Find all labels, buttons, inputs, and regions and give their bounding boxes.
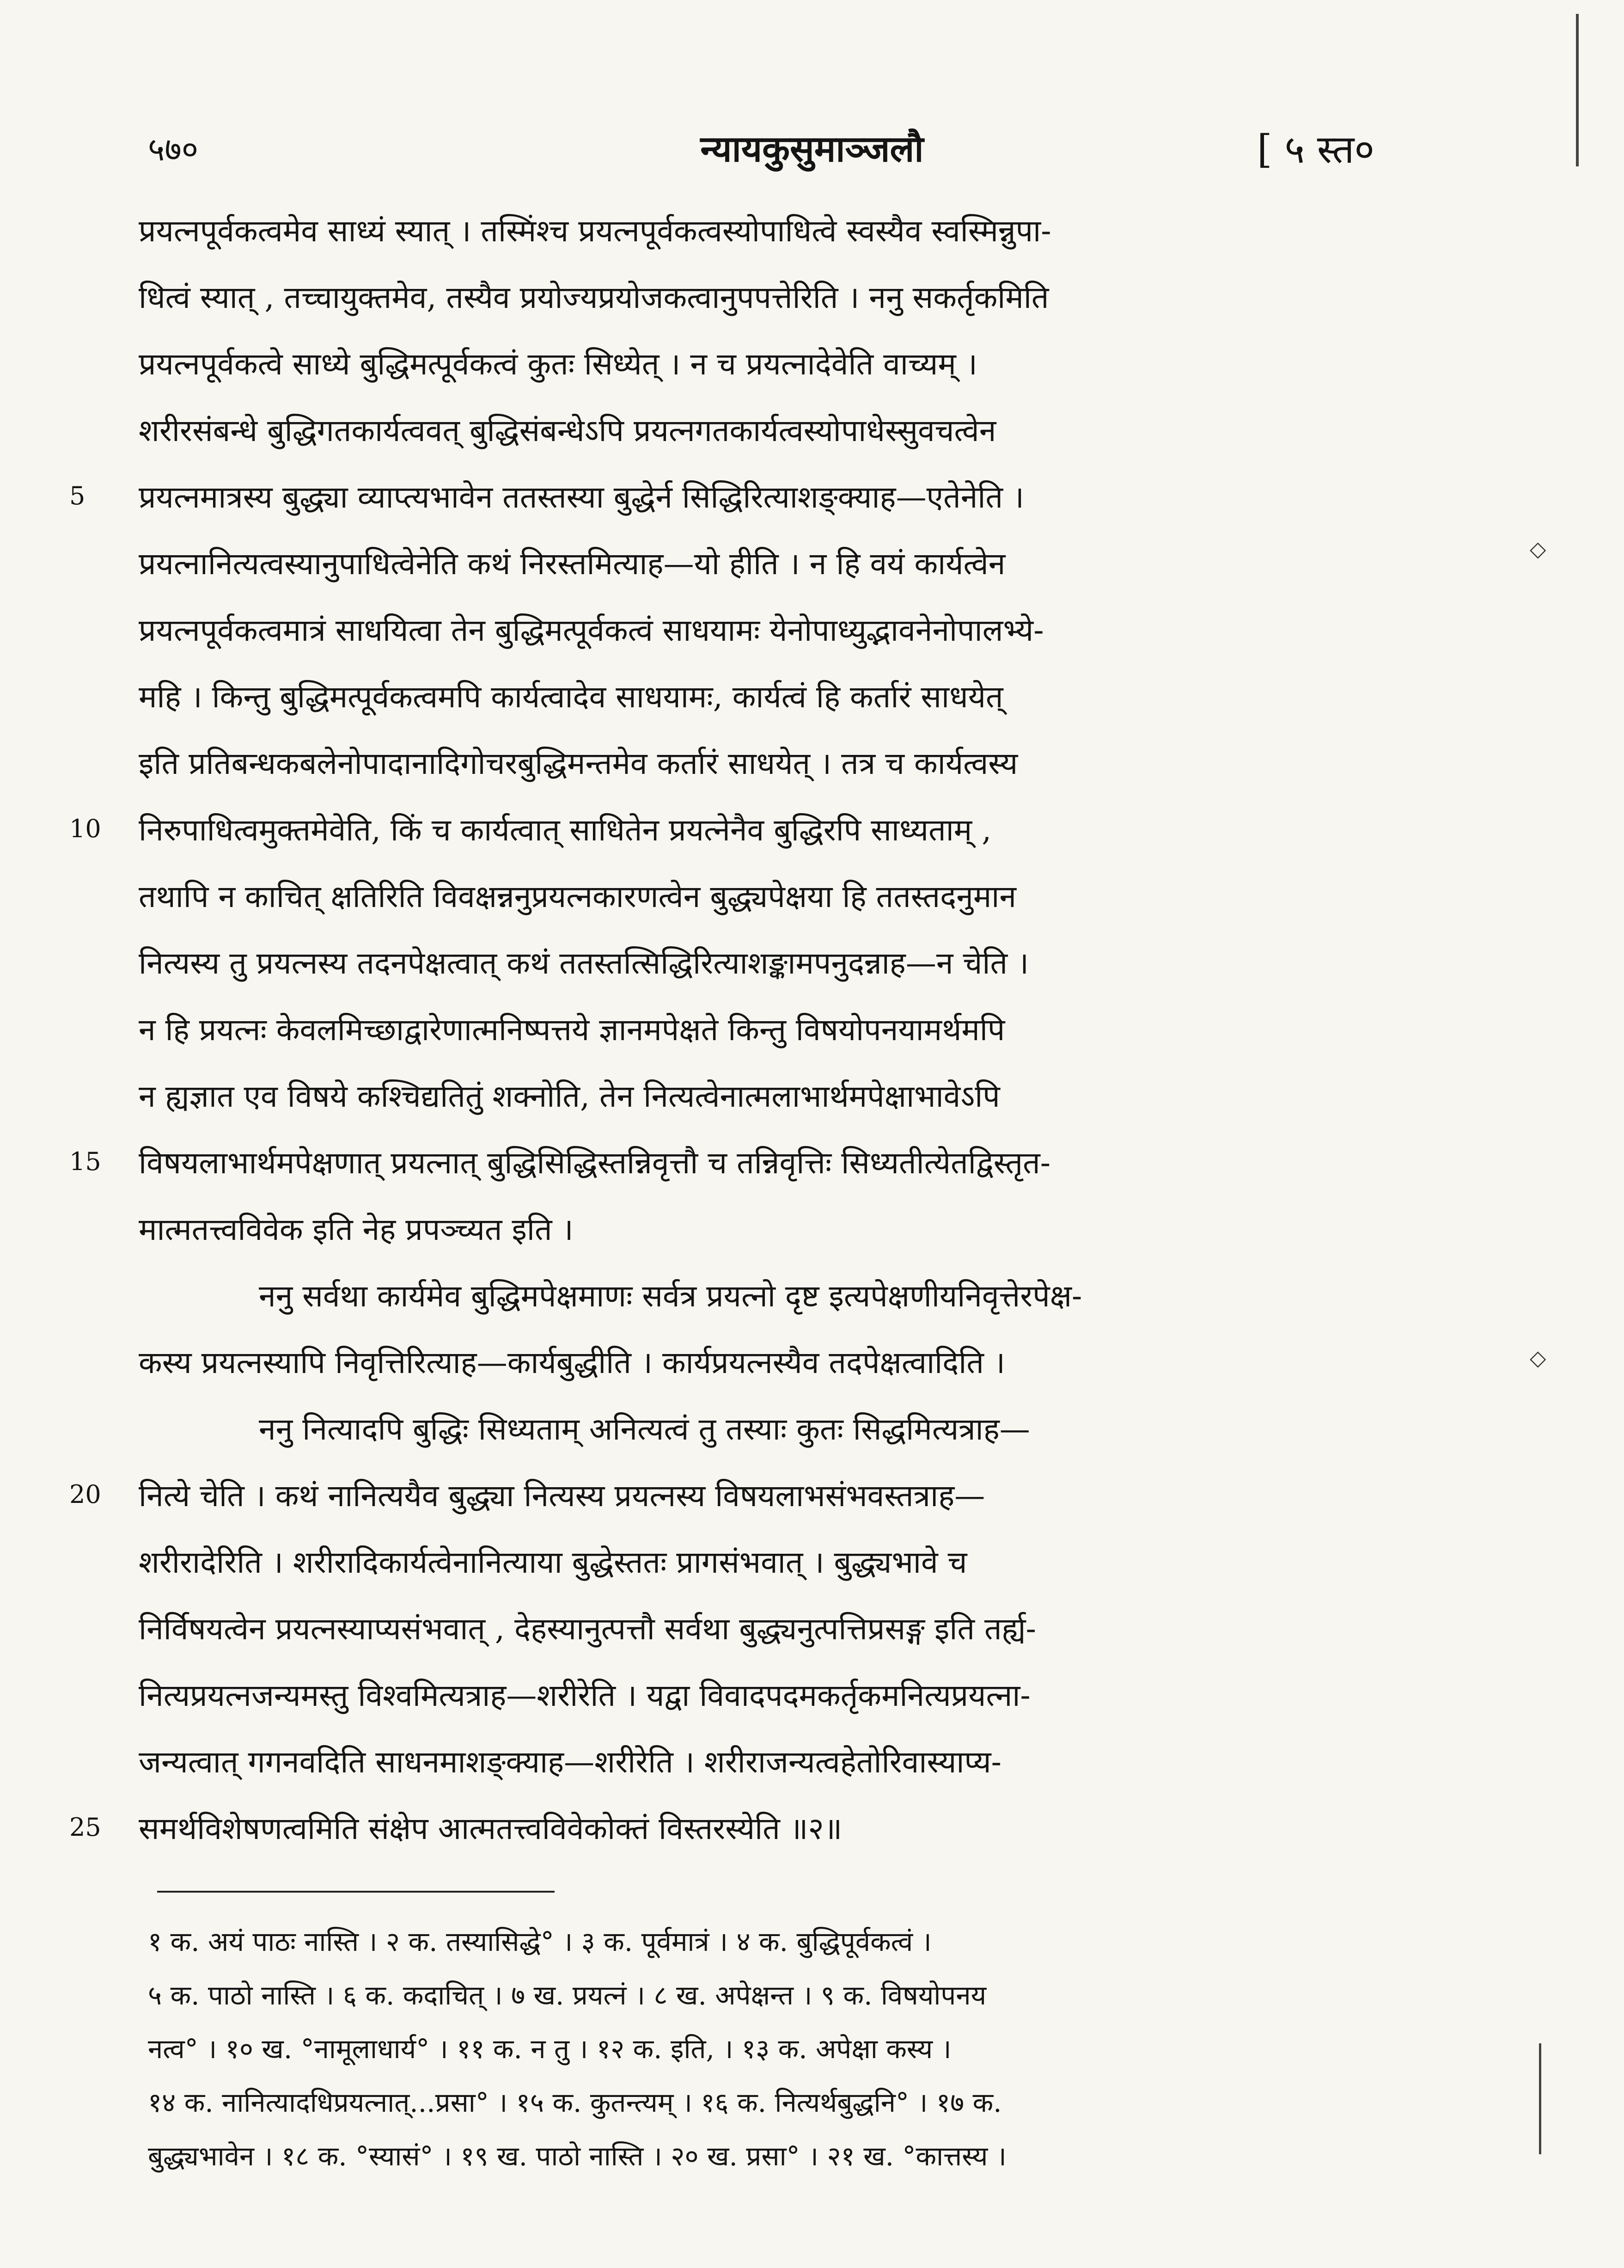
page-number: ५७० [148, 130, 199, 168]
text-line [139, 394, 1423, 468]
line-text: नित्यप्रयत्नजन्यमस्तु विश्वमित्यत्राह—शरीरेति । यद्वा विवादपदमकर्तृकमनित्यप्रयत्ना- [139, 1678, 1031, 1713]
line-text: धित्वं स्यात् , तच्चायुक्तमेव, तस्यैव प्रयोज्यप्रयोजकत्वानुपपत्तेरिति । ननु सकर्तृकमिति [139, 280, 1049, 315]
footnotes [148, 1919, 1423, 2187]
text-line [139, 1193, 1423, 1267]
text-line [139, 1592, 1423, 1666]
text-line [139, 926, 1423, 1000]
margin-rule-bottom [1539, 2043, 1541, 2154]
footnote-line: नत्व° । १० ख. °नामूलाधार्य° । ११ क. न तु । १२ क. इति, । १३ क. अपेक्षा कस्य । [148, 2033, 952, 2065]
page-header [0, 126, 1624, 181]
line-text: नित्यस्य तु प्रयत्नस्य तदनपेक्षत्वात् कथं ततस्तत्सिद्धिरित्याशङ्कामपनुदन्नाह—न चेति । [139, 945, 1029, 981]
text-line [139, 594, 1423, 668]
text-line [139, 660, 1423, 734]
text-line [139, 1526, 1423, 1600]
line-text: शरीरसंबन्धे बुद्धिगतकार्यत्ववत् बुद्धिसंबन्धेऽपि प्रयत्नगतकार्यत्वस्योपाधेस्सुवचत्वेन [139, 413, 996, 448]
footnote-rule [157, 1891, 555, 1893]
text-line [139, 727, 1423, 801]
running-title: न्यायकुसुमाञ्जलौ [700, 128, 924, 170]
margin-rule-top [1576, 14, 1579, 166]
line-text: विषयलाभार्थमपेक्षणात् प्रयत्नात् बुद्धिसिद्धिस्तन्निवृत्तौ च तन्निवृत्तिः सिध्यतीत्येतद्विस्तृत- [139, 1145, 1051, 1181]
line-number: 15 [69, 1147, 101, 1176]
line-text: कस्य प्रयत्नस्यापि निवृत्तिरित्याह—कार्यबुद्धीति । कार्यप्रयत्नस्यैव तदपेक्षत्वादिति । [139, 1345, 1006, 1380]
text-line [139, 1060, 1423, 1134]
text-line [139, 527, 1423, 601]
text-line [69, 1126, 1423, 1200]
section-marker: [ ५ स्त० [1257, 127, 1375, 172]
footnote-line: १ क. अयं पाठः नास्ति । २ क. तस्यासिद्धे° । ३ क. पूर्वमात्रं । ४ क. बुद्धिपूर्वकत्वं । [148, 1926, 932, 1957]
line-text: इति प्रतिबन्धकबलेनोपादानादिगोचरबुद्धिमन्तमेव कर्तारं साधयेत् । तत्र च कार्यत्वस्य [139, 746, 1018, 781]
line-text: ननु सर्वथा कार्यमेव बुद्धिमपेक्षमाणः सर्वत्र प्रयत्नो दृष्ट इत्यपेक्षणीयनिवृत्तेरपेक्ष- [259, 1278, 1082, 1314]
line-text: प्रयत्नमात्रस्य बुद्ध्या व्याप्त्यभावेन ततस्तस्या बुद्धेर्न सिद्धिरित्याशङ्क्याह—एतेनेति । [139, 479, 1025, 515]
line-text: ननु नित्यादपि बुद्धिः सिध्यताम् अनित्यत्वं तु तस्याः कुतः सिद्धमित्यत्राह— [259, 1411, 1030, 1447]
text-line [139, 327, 1423, 401]
line-text: जन्यत्वात् गगनवदिति साधनमाशङ्क्याह—शरीरेति । शरीराजन्यत्वहेतोरिवास्याप्य- [139, 1744, 1001, 1780]
line-number: 20 [69, 1480, 101, 1509]
line-text: शरीरादेरिति । शरीरादिकार्यत्वेनानित्याया बुद्धेस्ततः प्रागसंभवात् । बुद्ध्यभावे च [139, 1545, 967, 1580]
line-text: मात्मतत्त्वविवेक इति नेह प्रपञ्च्यत इति । [139, 1212, 574, 1247]
line-text: नित्ये चेति । कथं नानित्ययैव बुद्ध्या नित्यस्य प्रयत्नस्य विषयलाभसंभवस्तत्राह— [139, 1478, 985, 1514]
line-text: न हि प्रयत्नः केवलमिच्छाद्वारेणात्मनिष्पत्तये ज्ञानमपेक्षते किन्तु विषयोपनयामर्थमपि [139, 1012, 1005, 1048]
margin-arrow-icon: ◇ [1530, 1345, 1546, 1370]
text-line [69, 793, 1423, 867]
footnote-line: ५ क. पाठो नास्ति । ६ क. कदाचित् । ७ ख. प्रयत्नं । ८ ख. अपेक्षन्त । ९ क. विषयोपनय [148, 1980, 987, 2011]
text-line [139, 1392, 1423, 1466]
text-line [139, 860, 1423, 934]
text-line [69, 460, 1423, 534]
margin-arrow-icon: ◇ [1530, 536, 1546, 561]
text-line [139, 993, 1423, 1067]
line-number: 5 [69, 481, 85, 510]
line-text: प्रयत्नपूर्वकत्वे साध्ये बुद्धिमत्पूर्वकत्वं कुतः सिध्येत् । न च प्रयत्नादेवेति वाच्यम् । [139, 346, 977, 382]
text-line [139, 1326, 1423, 1400]
text-line [69, 1459, 1423, 1533]
text-line [139, 1725, 1423, 1799]
text-line [139, 261, 1423, 335]
line-text: न ह्यज्ञात एव विषये कश्चिद्यतितुं शक्नोति, तेन नित्यत्वेनात्मलाभार्थमपेक्षाभावेऽपि [139, 1079, 1000, 1114]
text-line [139, 194, 1423, 268]
line-text: निरुपाधित्वमुक्तमेवेति, किं च कार्यत्वात् साधितेन प्रयत्नेनैव बुद्धिरपि साध्यताम् , [139, 812, 992, 848]
text-line [139, 1659, 1423, 1733]
line-text: महि । किन्तु बुद्धिमत्पूर्वकत्वमपि कार्यत्वादेव साधयामः, कार्यत्वं हि कर्तारं साधयेत् [139, 679, 1003, 715]
line-text: समर्थविशेषणत्वमिति संक्षेप आत्मतत्त्वविवेकोक्तं विस्तरस्येति ॥२॥ [139, 1811, 843, 1846]
line-number: 25 [69, 1813, 101, 1842]
line-text: तथापि न काचित् क्षतिरिति विवक्षन्ननुप्रयत्नकारणत्वेन बुद्ध्यपेक्षया हि ततस्तदनुमान [139, 879, 1017, 914]
text-line [69, 1792, 1423, 1866]
footnote-line: बुद्ध्यभावेन । १८ क. °स्यासं° । १९ ख. पाठो नास्ति । २० ख. प्रसा° । २१ ख. °कात्तस्य । [148, 2140, 1007, 2172]
text-line [139, 1259, 1423, 1333]
line-text: प्रयत्नपूर्वकत्वमात्रं साधयित्वा तेन बुद्धिमत्पूर्वकत्वं साधयामः येनोपाध्युद्भावनेनोपालभ्ये- [139, 613, 1044, 648]
footnote-line: १४ क. नानित्यादधिप्रयत्नात्...प्रसा° । १५ क. कुतन्त्यम् । १६ क. नित्यर्थबुद्धनि° । १७ क. [148, 2087, 1002, 2118]
line-text: प्रयत्नपूर्वकत्वमेव साध्यं स्यात् । तस्मिंश्च प्रयत्नपूर्वकत्वस्योपाधित्वे स्वस्यैव स्वस्मिन्नुपा- [139, 213, 1051, 249]
line-text: निर्विषयत्वेन प्रयत्नस्याप्यसंभवात् , देहस्यानुत्पत्तौ सर्वथा बुद्ध्यनुत्पत्तिप्रसङ्ग इति तर्ह्य- [139, 1611, 1036, 1647]
line-text: प्रयत्नानित्यत्वस्यानुपाधित्वेनेति कथं निरस्तमित्याह—यो हीति । न हि वयं कार्यत्वेन [139, 546, 1006, 582]
line-number: 10 [69, 814, 101, 843]
